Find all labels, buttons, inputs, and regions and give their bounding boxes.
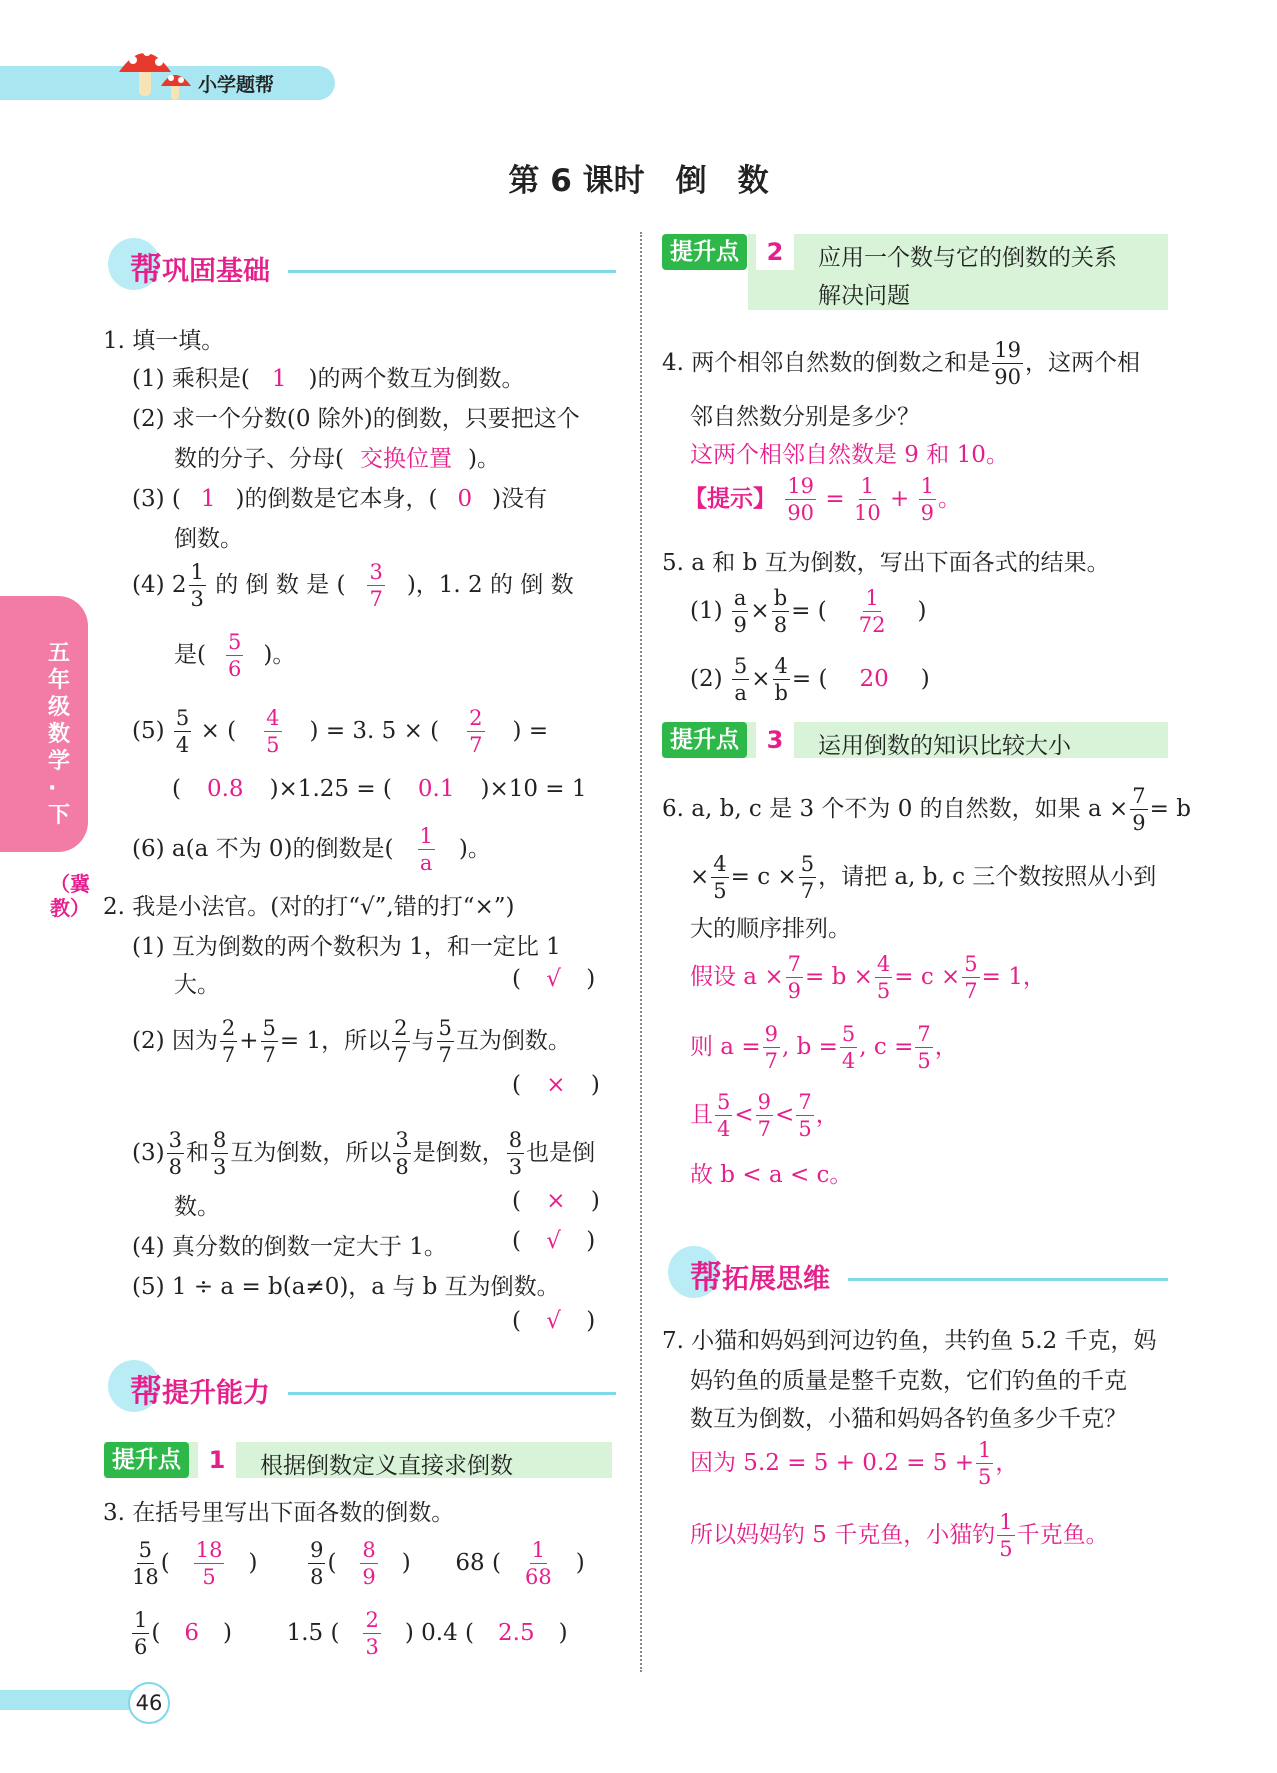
side-tab	[0, 596, 88, 852]
q5-heading: 5. a 和 b 互为倒数，写出下面各式的结果。	[662, 550, 1110, 576]
brand-label: 小学题帮	[198, 74, 275, 96]
q4-answer: 这两个相邻自然数是 9 和 10。	[690, 442, 1009, 468]
column-divider	[640, 232, 642, 1672]
q4-hint: 【提示】 $\frac{19}{90}$ = $\frac{1}{10}$ + $\frac{1}{9}$ 。	[684, 474, 961, 525]
q7-solution-2: 所以妈妈钓 5 千克鱼，小猫钓 $\frac{1}{5}$ 千克鱼。	[690, 1510, 1109, 1561]
footer-bar	[0, 1690, 140, 1710]
q1-5: (5) $\frac{5}{4}$ × ( $\frac{4}{5}$ ) = 3. 5 × ( $\frac{2}{7}$ ) =	[132, 706, 549, 757]
q1-2-line2: 数的分子、分母( 交换位置 )。	[174, 446, 500, 472]
q1-4: (4) 2 $\frac{1}{3}$ 的 倒 数 是 ( $\frac{3}{7}$ )，1. 2 的 倒 数	[132, 560, 574, 611]
q2-3: (3) $\frac{3}{8}$ 和 $\frac{8}{3}$ 互为倒数，所以 $\frac{3}{8}$ 是倒数， $\frac{8}{3}$ 也是倒	[132, 1128, 596, 1179]
q6-heading: 6. a, b, c 是 3 个不为 0 的自然数，如果 a × $\frac{7}{9}$ = b	[662, 784, 1191, 835]
section-extend-header: 帮拓展思维	[668, 1246, 1168, 1306]
q3-row1: $\frac{5}{18}$ ( $\frac{18}{5}$ ) $\frac{9}{8}$ ( $\frac{8}{9}$ ) 68 ( $\frac{1}{68}$ )	[132, 1538, 585, 1589]
section-basic-header: 帮巩固基础	[108, 238, 616, 298]
side-tab-edition: （冀教）	[50, 872, 90, 920]
q1-3-line2: 倒数。	[174, 526, 243, 552]
q7-line3: 数互为倒数，小猫和妈妈各钓鱼多少千克？	[690, 1406, 1127, 1432]
q2-3-line2: 数。	[174, 1194, 220, 1220]
mushroom-icon	[115, 40, 195, 104]
q1-heading: 1. 填一填。	[103, 328, 225, 354]
q2-3-answer: ( × )	[512, 1188, 600, 1214]
tip-3: 提升点 3 运用倒数的知识比较大小	[662, 722, 1168, 758]
q6-solution-4: 故 b < a < c。	[690, 1162, 853, 1188]
q2-1-answer: ( √ )	[512, 966, 596, 992]
tip-1: 提升点 1 根据倒数定义直接求倒数	[104, 1442, 612, 1478]
q7-line2: 妈钓鱼的质量是整千克数，它们钓鱼的千克	[690, 1368, 1127, 1394]
q6-solution-1: 假设 a × $\frac{7}{9}$ = b × $\frac{4}{5}$ = c × $\frac{5}{7}$ = 1，	[690, 952, 1046, 1003]
q2-4: (4) 真分数的倒数一定大于 1。	[132, 1234, 447, 1260]
q1-6: (6) a(a 不为 0)的倒数是( $\frac{1}{a}$ )。	[132, 824, 491, 875]
tip-2: 提升点 2 应用一个数与它的倒数的关系 解决问题	[662, 234, 1168, 310]
q4-heading: 4. 两个相邻自然数的倒数之和是 $\frac{19}{90}$ ，这两个相	[662, 338, 1140, 389]
q1-4-line2: 是( $\frac{5}{6}$ )。	[174, 630, 296, 681]
q1-5-line2: ( 0.8 )×1.25 = ( 0.1 )×10 = 1	[172, 776, 587, 802]
q6-solution-3: 且 $\frac{5}{4}$ < $\frac{9}{7}$ < $\frac{7}{5}$ ，	[690, 1090, 839, 1141]
q2-5-answer: ( √ )	[512, 1308, 596, 1334]
q7-solution-1: 因为 5.2 = 5 + 0.2 = 5 + $\frac{1}{5}$ ，	[690, 1438, 1019, 1489]
section-ability-header: 帮提升能力	[108, 1360, 616, 1420]
q3-heading: 3. 在括号里写出下面各数的倒数。	[103, 1500, 455, 1526]
q6-solution-2: 则 a = $\frac{9}{7}$ , b = $\frac{5}{4}$ , c = $\frac{7}{5}$ ，	[690, 1022, 958, 1073]
q1-3: (3) ( 1 )的倒数是它本身，( 0 )没有	[132, 486, 548, 512]
q2-heading: 2. 我是小法官。(对的打“√”,错的打“×”)	[103, 894, 515, 920]
q6-heading-line2: × $\frac{4}{5}$ = c × $\frac{5}{7}$ ，请把 a, b, c 三个数按照从小到	[690, 852, 1157, 903]
q6-heading-line3: 大的顺序排列。	[690, 916, 851, 942]
q2-1: (1) 互为倒数的两个数积为 1，和一定比 1	[132, 934, 561, 960]
q2-4-answer: ( √ )	[512, 1228, 596, 1254]
lesson-title: 第 6 课时 倒 数	[508, 163, 769, 199]
q1-1: (1) 乘积是( 1 )的两个数互为倒数。	[132, 366, 525, 392]
q1-2-line1: (2) 求一个分数(0 除外)的倒数，只要把这个	[132, 406, 580, 432]
q7-line1: 7. 小猫和妈妈到河边钓鱼，共钓鱼 5.2 千克，妈	[662, 1328, 1157, 1354]
q4-heading-line2: 邻自然数分别是多少？	[690, 404, 920, 430]
q2-2-answer: ( × )	[512, 1072, 600, 1098]
q5-1: (1) $\frac{a}{9}$ × $\frac{b}{8}$ = ( $\frac{1}{72}$ )	[690, 586, 927, 637]
q3-row2: $\frac{1}{6}$ ( 6 ) 1.5 ( $\frac{2}{3}$ ) 0.4 ( 2.5 )	[134, 1608, 568, 1659]
page-number: 46	[128, 1682, 170, 1724]
q2-2: (2) 因为 $\frac{2}{7}$ + $\frac{5}{7}$ = 1，所以 $\frac{2}{7}$ 与 $\frac{5}{7}$ 互为倒数。	[132, 1016, 571, 1067]
q2-1-line2: 大。	[174, 972, 220, 998]
side-tab-grade: 五年级数学·下	[48, 641, 71, 828]
q5-2: (2) $\frac{5}{a}$ × $\frac{4}{b}$ = ( 20 )	[690, 654, 930, 705]
q2-5: (5) 1 ÷ a = b(a≠0)，a 与 b 互为倒数。	[132, 1274, 560, 1300]
